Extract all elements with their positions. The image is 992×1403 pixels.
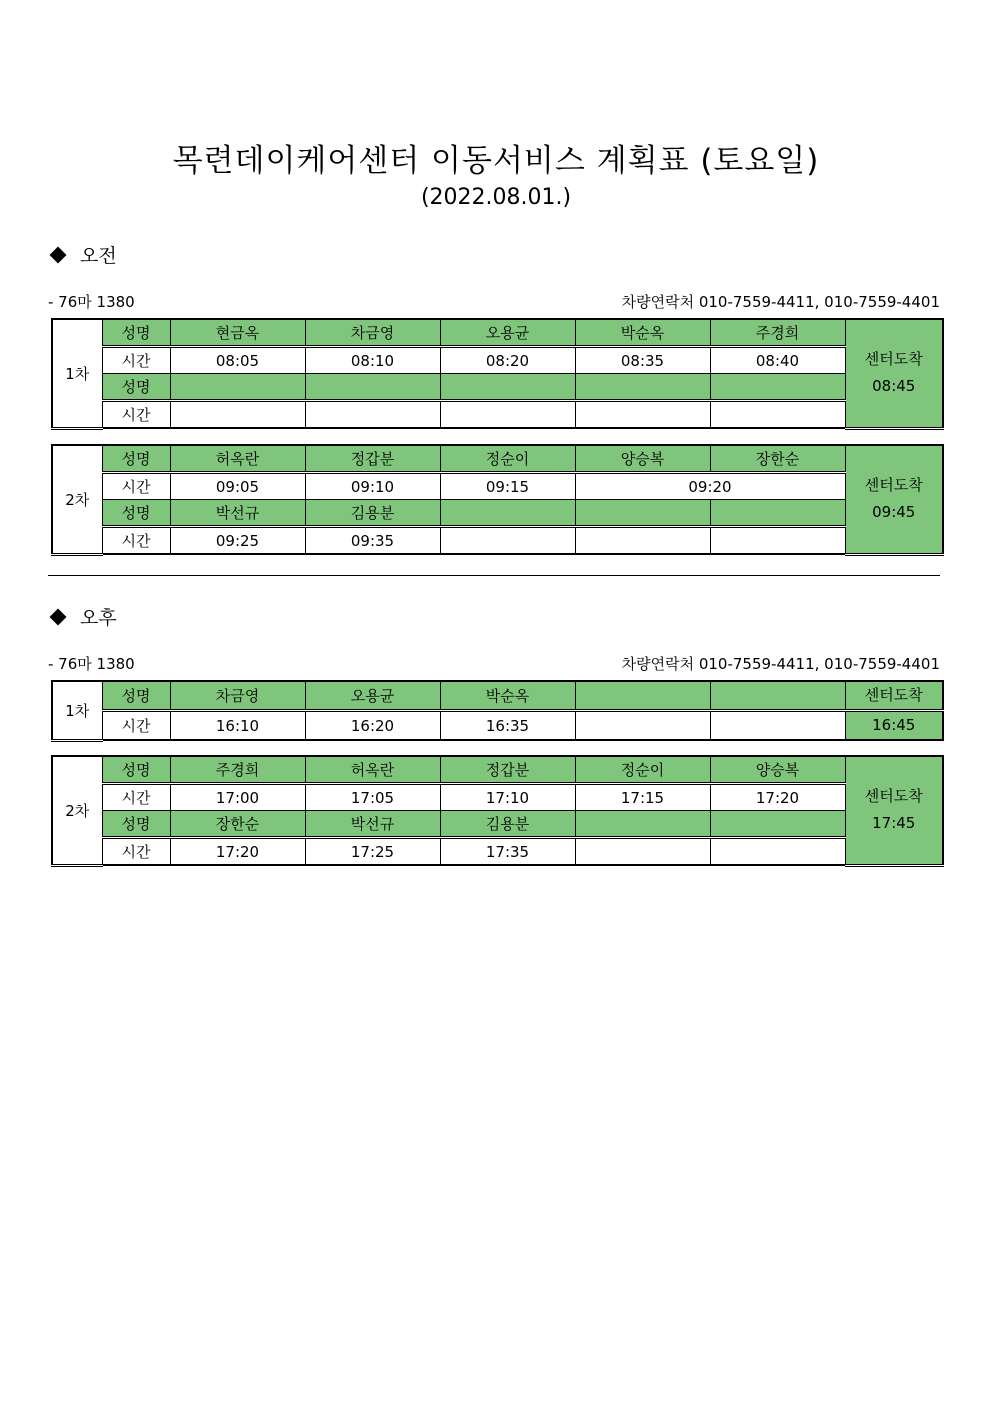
pickup-time: 17:05 xyxy=(305,784,440,811)
passenger-name: 차금영 xyxy=(305,319,440,347)
table-row xyxy=(52,473,943,500)
arrival-cell xyxy=(845,319,943,428)
afternoon-heading xyxy=(50,603,117,630)
passenger-name: 정갑분 xyxy=(440,756,575,784)
row-label-name: 성명 xyxy=(102,811,170,838)
passenger-name: 정순이 xyxy=(440,445,575,473)
passenger-name: 오용균 xyxy=(440,319,575,347)
row-label-name: 성명 xyxy=(102,756,170,784)
pickup-time: 17:00 xyxy=(170,784,305,811)
pickup-time-merged: 09:20 xyxy=(575,473,845,500)
passenger-name: 정갑분 xyxy=(305,445,440,473)
passenger-name: 양승복 xyxy=(575,445,710,473)
pickup-time: 17:25 xyxy=(305,838,440,866)
morning-trip1-table xyxy=(51,318,944,430)
passenger-name: 정순이 xyxy=(575,756,710,784)
afternoon-heading-label: 오후 xyxy=(80,607,117,629)
arrival-time: 08:45 xyxy=(872,377,916,396)
pickup-time: 08:10 xyxy=(305,347,440,374)
arrival-time: 16:45 xyxy=(845,711,943,741)
pickup-time: 09:10 xyxy=(305,473,440,500)
pickup-time: 09:15 xyxy=(440,473,575,500)
passenger-name: 장한순 xyxy=(170,811,305,838)
page-date: (2022.08.01.) xyxy=(420,185,572,210)
afternoon-trip2-table xyxy=(51,755,944,867)
morning-trip2-table xyxy=(51,444,944,556)
round-label: 1차 xyxy=(52,681,102,740)
passenger-name: 주경희 xyxy=(170,756,305,784)
arrival-label: 센터도착 xyxy=(864,350,923,369)
passenger-name xyxy=(710,681,845,711)
table-row xyxy=(52,374,943,401)
pickup-time: 08:35 xyxy=(575,347,710,374)
pickup-time: 16:35 xyxy=(440,711,575,741)
pickup-time xyxy=(170,401,305,429)
arrival-time: 09:45 xyxy=(872,503,916,522)
passenger-name: 박선규 xyxy=(305,811,440,838)
pickup-time xyxy=(575,838,710,866)
table-row xyxy=(52,500,943,527)
passenger-name xyxy=(440,374,575,401)
pickup-time: 08:20 xyxy=(440,347,575,374)
passenger-name: 현금옥 xyxy=(170,319,305,347)
passenger-name: 주경희 xyxy=(710,319,845,347)
passenger-name: 박순옥 xyxy=(440,681,575,711)
row-label-time: 시간 xyxy=(102,527,170,555)
afternoon-trip1-table xyxy=(51,680,944,742)
table-row xyxy=(52,811,943,838)
passenger-name: 양승복 xyxy=(710,756,845,784)
pickup-time: 08:05 xyxy=(170,347,305,374)
passenger-name: 허옥란 xyxy=(170,445,305,473)
pickup-time: 09:35 xyxy=(305,527,440,555)
row-label-name: 성명 xyxy=(102,445,170,473)
afternoon-info-line xyxy=(48,653,940,674)
passenger-name xyxy=(710,500,845,527)
row-label-name: 성명 xyxy=(102,500,170,527)
row-label-time: 시간 xyxy=(102,473,170,500)
pickup-time: 17:15 xyxy=(575,784,710,811)
morning-vehicle: - 76마 1380 xyxy=(48,293,135,311)
round-label: 2차 xyxy=(52,445,102,554)
table-row xyxy=(52,711,943,741)
row-label-time: 시간 xyxy=(102,711,170,741)
pickup-time xyxy=(575,711,710,741)
pickup-time: 17:10 xyxy=(440,784,575,811)
table-row xyxy=(52,445,943,473)
table-row xyxy=(52,838,943,866)
diamond-bullet-icon xyxy=(50,608,67,625)
pickup-time: 17:20 xyxy=(710,784,845,811)
pickup-time: 08:40 xyxy=(710,347,845,374)
morning-heading-label: 오전 xyxy=(80,245,117,267)
pickup-time xyxy=(710,838,845,866)
passenger-name xyxy=(710,811,845,838)
passenger-name xyxy=(440,500,575,527)
row-label-time: 시간 xyxy=(102,347,170,374)
passenger-name: 김용분 xyxy=(440,811,575,838)
passenger-name xyxy=(710,374,845,401)
arrival-time: 17:45 xyxy=(872,814,916,833)
pickup-time xyxy=(575,527,710,555)
arrival-label: 센터도착 xyxy=(864,476,923,495)
passenger-name: 박선규 xyxy=(170,500,305,527)
arrival-cell xyxy=(845,756,943,865)
row-label-time: 시간 xyxy=(102,838,170,866)
row-label-time: 시간 xyxy=(102,401,170,429)
table-row xyxy=(52,319,943,347)
diamond-bullet-icon xyxy=(50,246,67,263)
pickup-time xyxy=(440,401,575,429)
afternoon-vehicle: - 76마 1380 xyxy=(48,655,135,673)
passenger-name: 장한순 xyxy=(710,445,845,473)
pickup-time xyxy=(710,527,845,555)
row-label-name: 성명 xyxy=(102,319,170,347)
pickup-time xyxy=(440,527,575,555)
pickup-time: 17:20 xyxy=(170,838,305,866)
pickup-time: 09:25 xyxy=(170,527,305,555)
afternoon-contact: 차량연락처 010-7559-4411, 010-7559-4401 xyxy=(621,655,940,673)
passenger-name xyxy=(305,374,440,401)
pickup-time xyxy=(575,401,710,429)
passenger-name: 차금영 xyxy=(170,681,305,711)
round-label: 1차 xyxy=(52,319,102,428)
pickup-time: 16:20 xyxy=(305,711,440,741)
morning-info-line xyxy=(48,291,940,312)
table-row xyxy=(52,784,943,811)
table-row xyxy=(52,347,943,374)
pickup-time: 09:05 xyxy=(170,473,305,500)
pickup-time xyxy=(710,401,845,429)
pickup-time: 16:10 xyxy=(170,711,305,741)
table-row xyxy=(52,756,943,784)
morning-heading xyxy=(50,241,117,268)
passenger-name xyxy=(575,811,710,838)
arrival-cell xyxy=(845,445,943,554)
table-row xyxy=(52,527,943,555)
page-title: 목련데이케어센터 이동서비스 계획표 (토요일) xyxy=(172,143,820,179)
row-label-name: 성명 xyxy=(102,374,170,401)
passenger-name: 박순옥 xyxy=(575,319,710,347)
section-divider xyxy=(48,575,940,576)
pickup-time: 17:35 xyxy=(440,838,575,866)
morning-contact: 차량연락처 010-7559-4411, 010-7559-4401 xyxy=(621,293,940,311)
arrival-label: 센터도착 xyxy=(845,681,943,711)
passenger-name: 허옥란 xyxy=(305,756,440,784)
table-row xyxy=(52,401,943,429)
passenger-name xyxy=(575,681,710,711)
round-label: 2차 xyxy=(52,756,102,865)
row-label-name: 성명 xyxy=(102,681,170,711)
passenger-name: 오용균 xyxy=(305,681,440,711)
passenger-name xyxy=(170,374,305,401)
passenger-name: 김용분 xyxy=(305,500,440,527)
passenger-name xyxy=(575,500,710,527)
pickup-time xyxy=(305,401,440,429)
row-label-time: 시간 xyxy=(102,784,170,811)
passenger-name xyxy=(575,374,710,401)
arrival-label: 센터도착 xyxy=(864,787,923,806)
pickup-time xyxy=(710,711,845,741)
table-row xyxy=(52,681,943,711)
